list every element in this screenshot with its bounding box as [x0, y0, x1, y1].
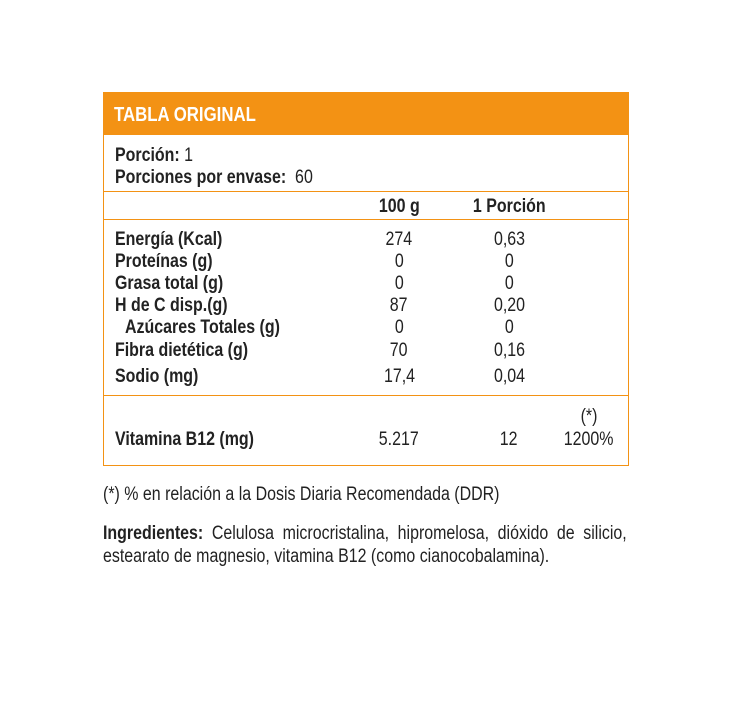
nutrition-table [103, 92, 629, 466]
ingredients-line-2: estearato de magnesio, vitamina B12 (como cianocobalamina). [103, 546, 550, 567]
ddr-footnote: (*) % en relación a la Dosis Diaria Recomendada (DDR) [103, 484, 500, 505]
row-label-fat: Grasa total (g) [115, 273, 224, 294]
divider [104, 219, 628, 220]
portion-row [115, 145, 208, 167]
row-value-portion: 0,63 [493, 229, 525, 250]
row-label-sodium: Sodio (mg) [115, 366, 199, 387]
servings-label: Porciones por envase: [115, 167, 287, 188]
column-header-100g: 100 g [378, 196, 420, 217]
row-label-protein: Proteínas (g) [115, 251, 213, 272]
row-value-portion: 0,16 [493, 340, 525, 361]
row-value-portion: 12 [500, 429, 518, 450]
row-label-energy: Energía (Kcal) [115, 229, 223, 250]
servings-row [115, 167, 351, 189]
ddr-percentage: 1200% [564, 429, 614, 450]
row-value-100g: 70 [390, 340, 408, 361]
row-value-100g: 87 [390, 295, 408, 316]
row-value-portion: 0,20 [493, 295, 525, 316]
row-value-portion: 0 [504, 317, 514, 338]
ingredients-line-1: Celulosa microcristalina, hipromelosa, dióxido de silicio, [211, 523, 627, 544]
row-value-100g: 17,4 [383, 366, 415, 387]
row-label-carbs: H de C disp.(g) [115, 295, 228, 316]
table-title: TABLA ORIGINAL [114, 104, 256, 126]
row-value-portion: 0 [504, 273, 514, 294]
divider [104, 395, 628, 396]
row-label-vitamin-b12: Vitamina B12 (mg) [115, 429, 254, 450]
row-value-portion: 0,04 [493, 366, 525, 387]
row-value-100g: 0 [394, 251, 404, 272]
row-value-100g: 274 [385, 229, 413, 250]
row-value-100g: 5.217 [379, 429, 419, 450]
ddr-mark: (*) [580, 406, 598, 427]
row-label-fiber: Fibra dietética (g) [115, 340, 249, 361]
row-value-100g: 0 [394, 273, 404, 294]
servings-value: 60 [295, 167, 313, 188]
ingredients-paragraph [103, 522, 723, 568]
divider [104, 191, 628, 192]
portion-value: 1 [184, 145, 194, 166]
row-value-100g: 0 [394, 317, 404, 338]
row-value-portion: 0 [504, 251, 514, 272]
row-label-sugars: Azúcares Totales (g) [125, 317, 280, 338]
portion-label: Porción: [115, 145, 180, 166]
column-header-portion: 1 Porción [472, 196, 546, 217]
ingredients-label: Ingredientes: [103, 523, 204, 544]
table-header [104, 93, 628, 135]
